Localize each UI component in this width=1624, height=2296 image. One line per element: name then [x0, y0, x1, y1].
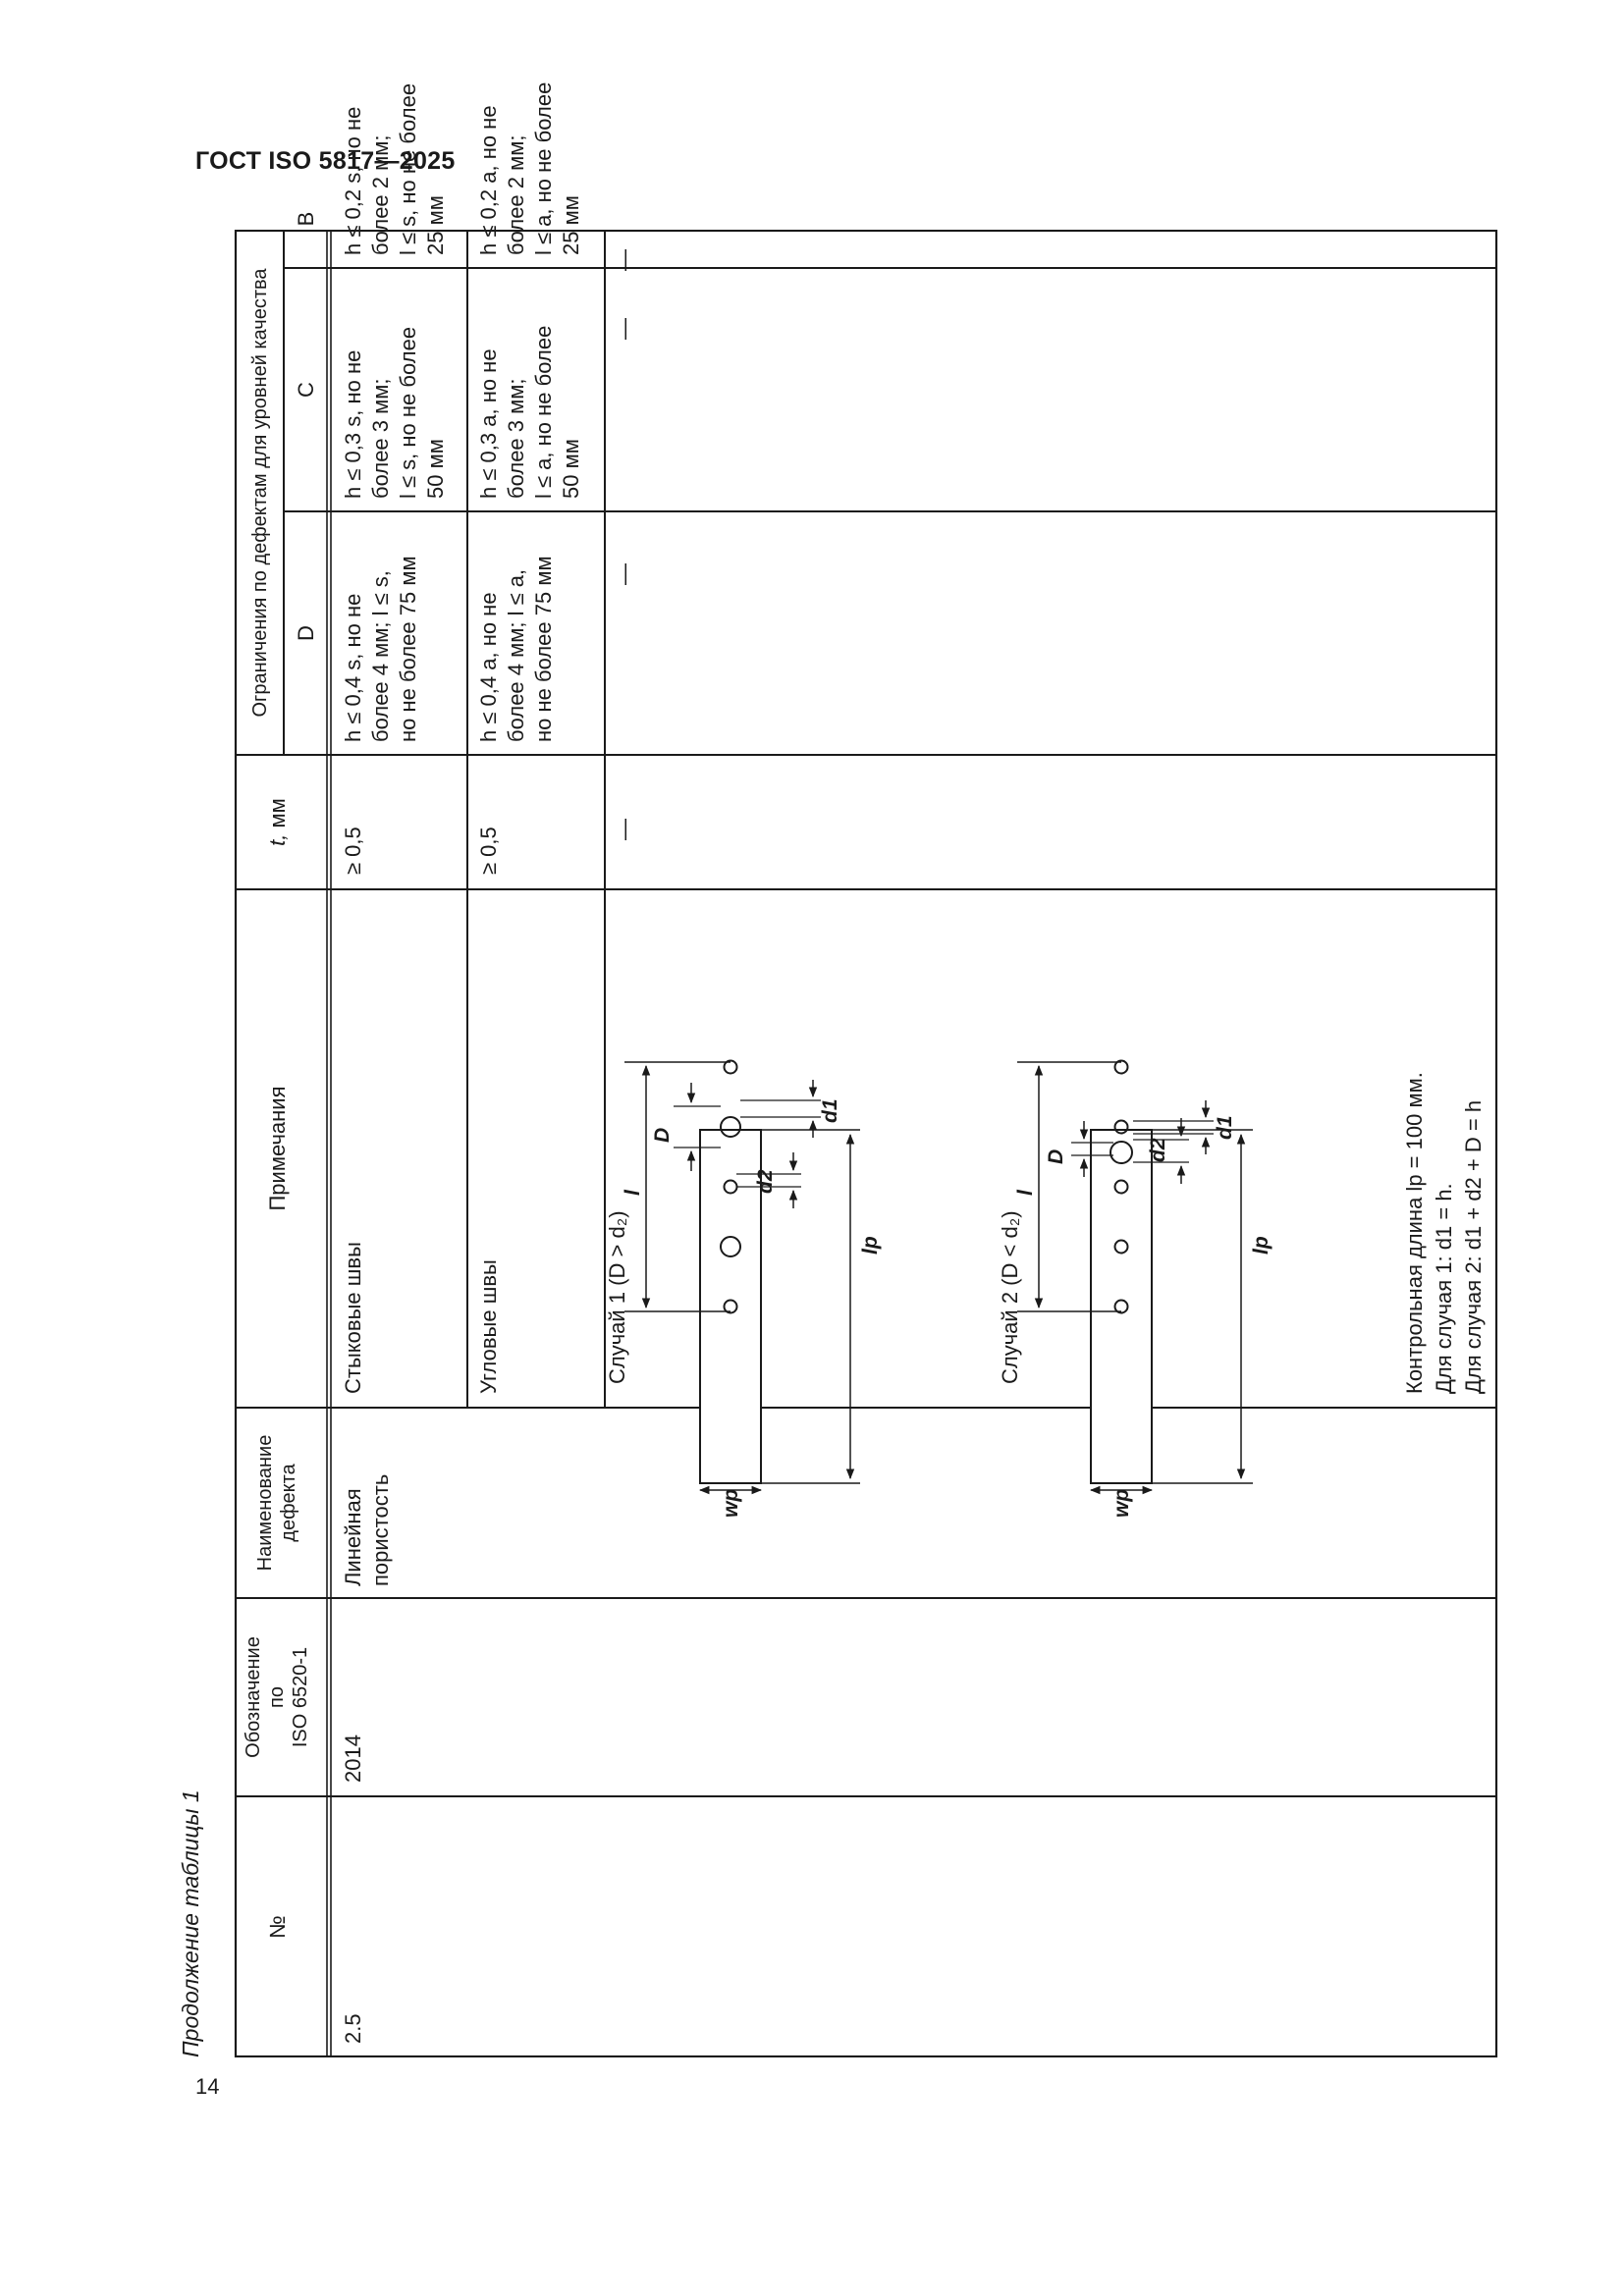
- header-designation-line: ISO 6520-1: [290, 1646, 311, 1748]
- label-D-case1: D: [651, 1127, 674, 1143]
- limit-line: 50 мм: [423, 439, 448, 499]
- header-notes: Примечания: [265, 1086, 290, 1211]
- limit-c-figure: —: [612, 318, 636, 340]
- limit-line: но не более 75 мм: [531, 556, 556, 742]
- header-designation-line: Обозначение: [243, 1636, 264, 1758]
- limit-line: 25 мм: [559, 195, 583, 255]
- limit-line: более 3 мм;: [504, 378, 528, 499]
- limit-line: l ≤ a, но не более: [531, 325, 556, 499]
- label-lp-case1: lp: [859, 1236, 882, 1255]
- figure-note-line: Для случая 2: d1 + d2 + D = h: [1461, 1099, 1486, 1394]
- defect-name-line: Линейная: [341, 1488, 365, 1586]
- header-level-d: D: [294, 625, 318, 641]
- note-butt-welds: Стыковые швы: [341, 1242, 365, 1394]
- label-wp-case1: wp: [720, 1488, 742, 1518]
- thickness-fillet: ≥ 0,5: [476, 827, 501, 875]
- header-level-c: C: [294, 382, 318, 398]
- limit-line: более 3 мм;: [368, 378, 393, 499]
- limit-b-figure: —: [612, 249, 636, 271]
- limit-line: более 4 мм; l ≤ s,: [368, 570, 393, 742]
- porosity-figure: [173, 230, 1498, 2057]
- defect-name-line: пористость: [368, 1473, 393, 1586]
- figure-note-line: Для случая 1: d1 = h.: [1432, 1183, 1456, 1394]
- limit-d-figure: —: [612, 563, 636, 585]
- header-level-b: B: [294, 211, 318, 227]
- label-d2-case1: d2: [754, 1169, 777, 1194]
- header-number: №: [265, 1915, 290, 1939]
- weld-strip-case1: [700, 1130, 761, 1483]
- limit-line: более 4 мм; l ≤ a,: [504, 568, 528, 742]
- header-limits-group: Ограничения по дефектам для уровней качества: [249, 268, 271, 718]
- label-l-case1: l: [622, 1190, 644, 1196]
- thickness-unit: мм: [265, 798, 290, 828]
- limit-line: h ≤ 0,4 a, но не: [476, 592, 501, 742]
- case1-title: Случай 1 (D > d₂): [605, 1210, 629, 1384]
- label-d1-case2: d1: [1214, 1115, 1236, 1140]
- label-l-case2: l: [1014, 1190, 1037, 1196]
- table-caption: Продолжение таблицы 1: [178, 1789, 203, 2057]
- label-wp-case2: wp: [1110, 1488, 1133, 1518]
- thickness-figure: —: [612, 819, 636, 840]
- figure-note-line: Контрольная длина lp = 100 мм.: [1402, 1072, 1427, 1394]
- header-designation-line: по: [266, 1686, 288, 1708]
- page-number: 14: [195, 2074, 220, 2099]
- limit-line: 25 мм: [423, 195, 448, 255]
- label-lp-case2: lp: [1250, 1236, 1272, 1255]
- limit-line: h ≤ 0,2 s, но не: [341, 106, 365, 255]
- limit-line: l ≤ a, но не более: [531, 81, 556, 255]
- limit-line: более 2 мм;: [504, 134, 528, 255]
- row-designation: 2014: [341, 1735, 365, 1783]
- limit-line: l ≤ s, но не более: [396, 326, 420, 499]
- thickness-butt: ≥ 0,5: [341, 827, 365, 875]
- header-defect-line: дефекта: [278, 1464, 299, 1542]
- label-d1-case1: d1: [819, 1098, 841, 1123]
- limit-line: l ≤ s, но не более: [396, 82, 420, 255]
- row-number: 2.5: [341, 2013, 365, 2044]
- note-fillet-welds: Угловые швы: [476, 1259, 501, 1394]
- figure-notes: [1400, 1072, 1489, 1394]
- label-D-case2: D: [1045, 1148, 1067, 1164]
- weld-strip-case2: [1091, 1130, 1152, 1483]
- limit-line: h ≤ 0,4 s, но не: [341, 593, 365, 742]
- limit-line: h ≤ 0,3 a, но не: [476, 348, 501, 499]
- limit-line: h ≤ 0,3 s, но не: [341, 349, 365, 499]
- limit-line: но не более 75 мм: [396, 556, 420, 742]
- header-defect-line: Наименование: [254, 1434, 276, 1572]
- document-header: ГОСТ ISO 5817—2025: [195, 147, 456, 175]
- case2-title: Случай 2 (D < d₂): [998, 1210, 1022, 1384]
- limit-line: более 2 мм;: [368, 134, 393, 255]
- limit-line: h ≤ 0,2 a, но не: [476, 105, 501, 255]
- label-d2-case2: d2: [1147, 1138, 1169, 1162]
- limit-line: 50 мм: [559, 439, 583, 499]
- thickness-var: t,: [265, 833, 290, 846]
